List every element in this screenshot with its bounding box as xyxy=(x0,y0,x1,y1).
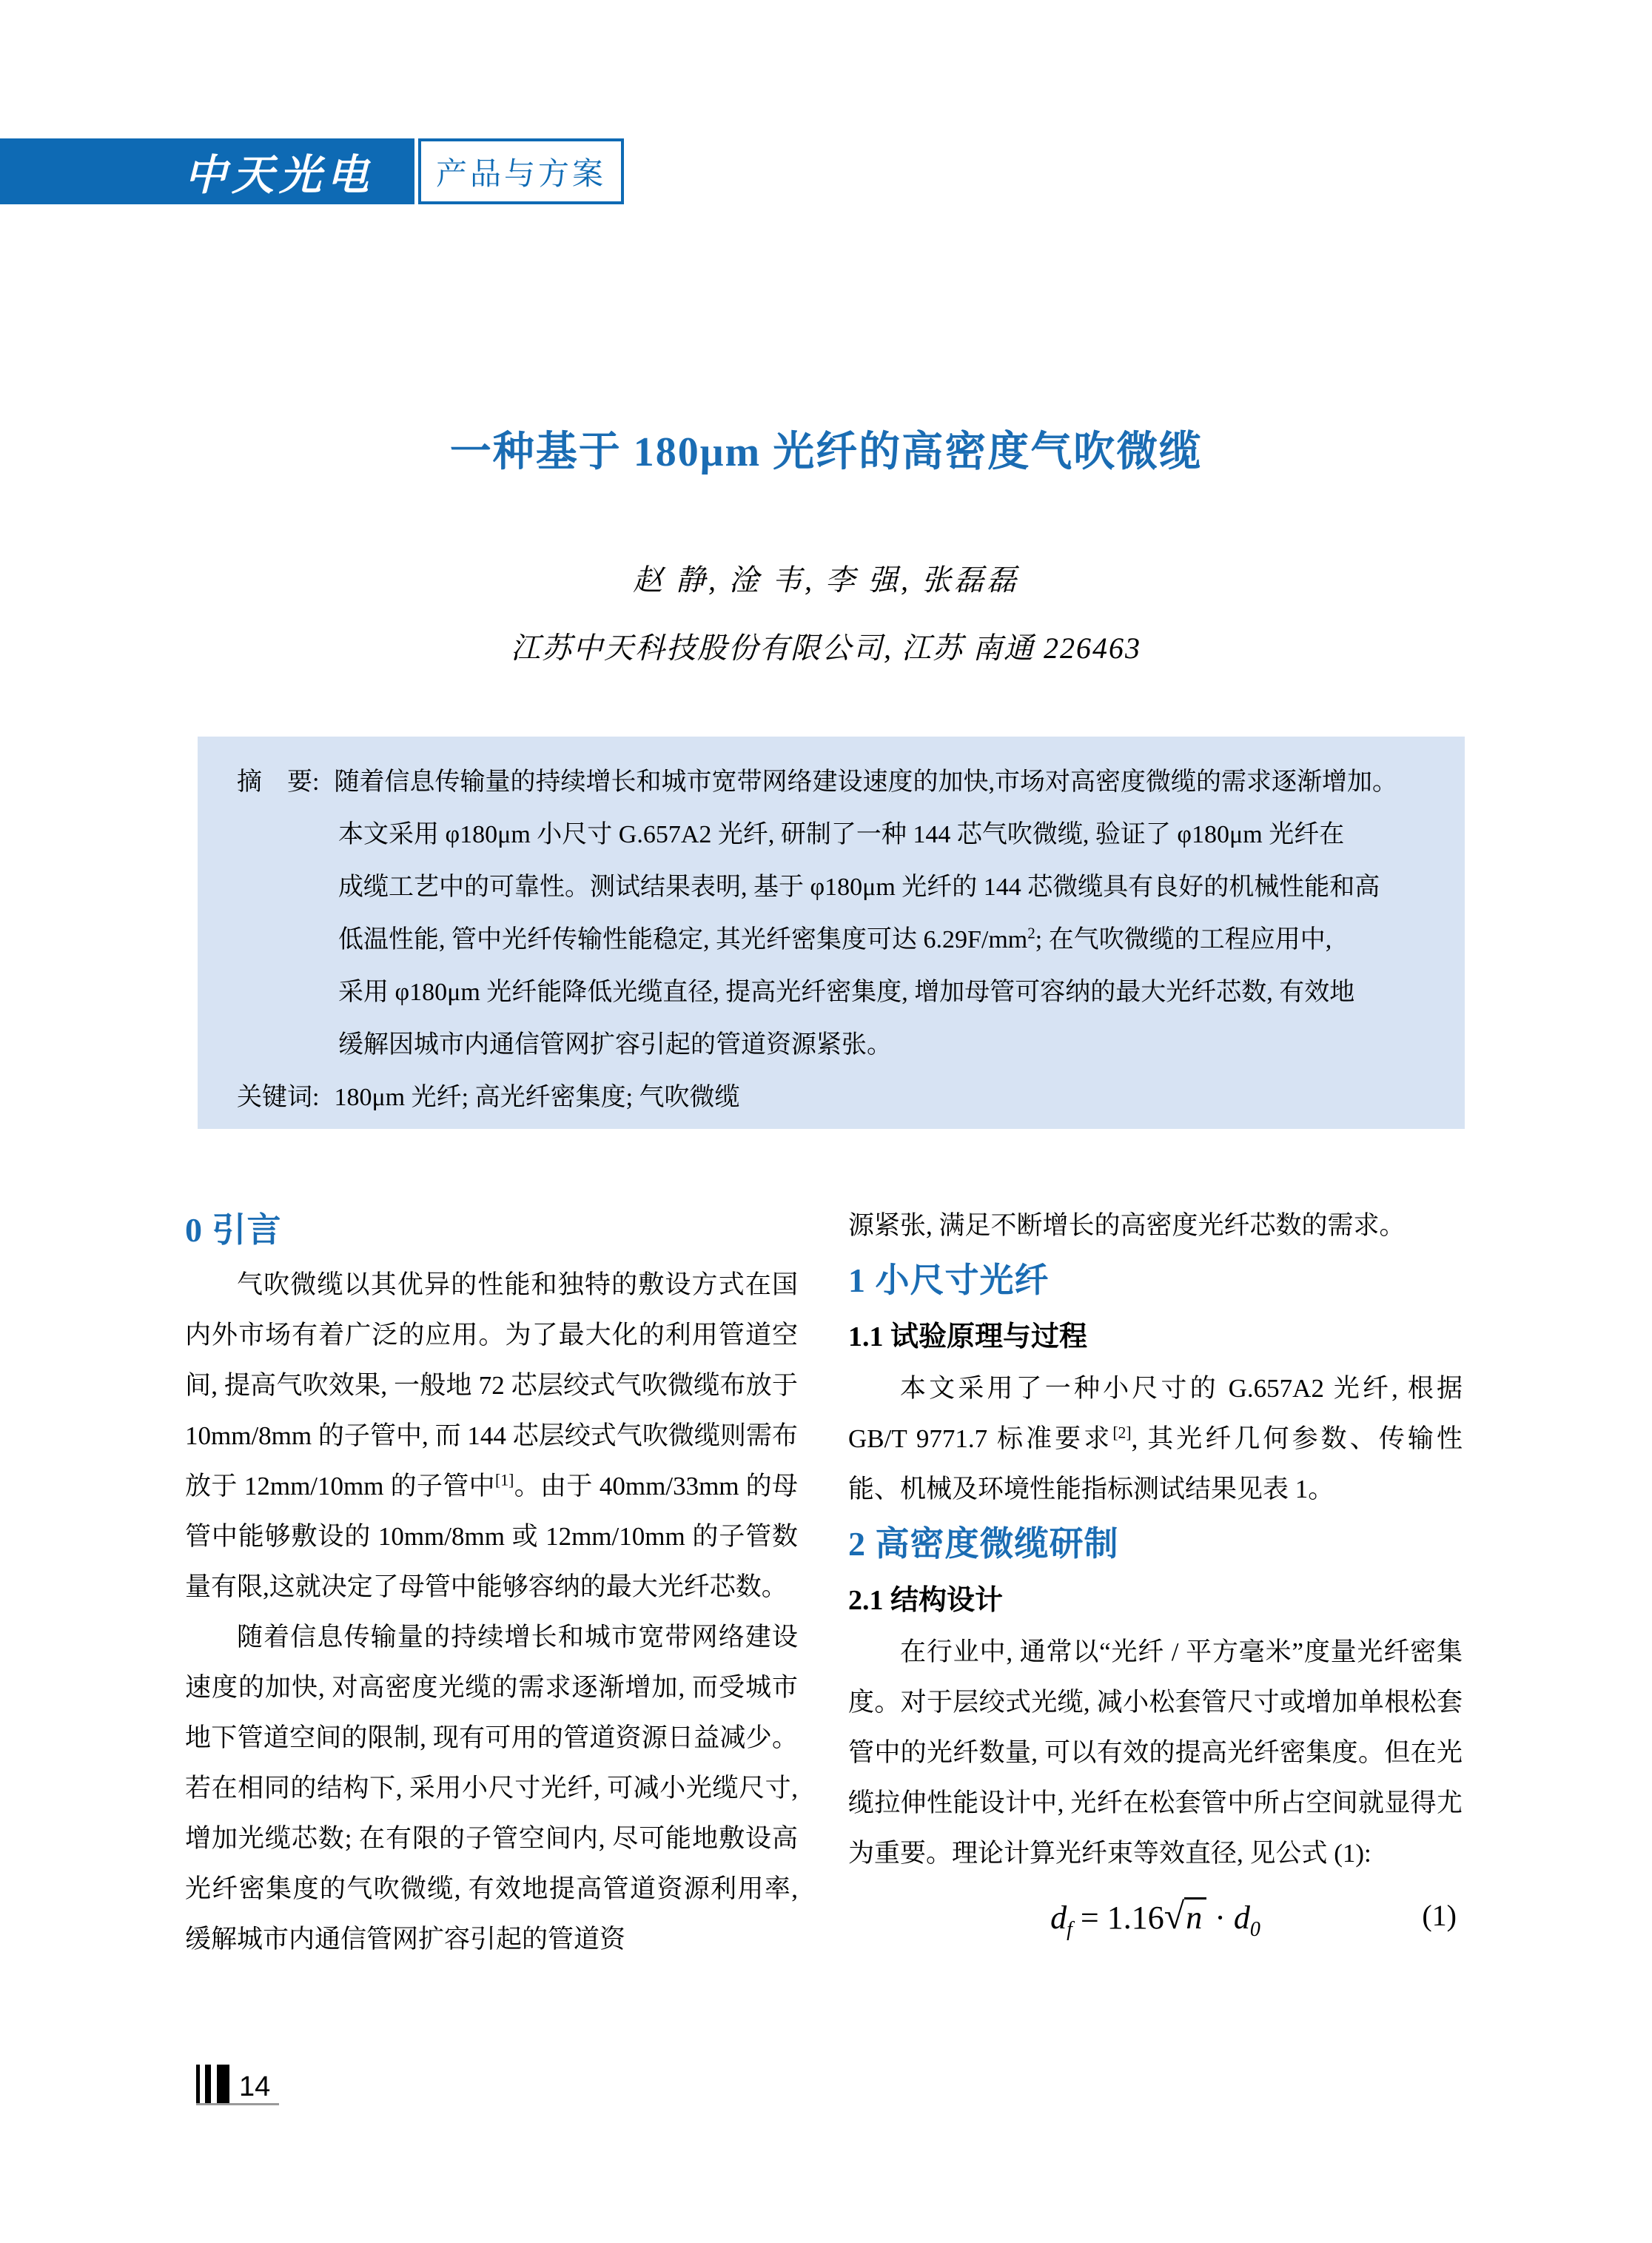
affiliation-line: 江苏中天科技股份有限公司, 江苏 南通 226463 xyxy=(511,631,1141,665)
abstract-line xyxy=(237,1019,1444,1071)
abstract-line xyxy=(237,756,1444,808)
abstract-line xyxy=(237,966,1444,1019)
abstract-text: 随着信息传输量的持续增长和城市宽带网络建设速度的加快,市场对高密度微缆的需求逐渐增加。 xyxy=(334,768,1397,796)
abstract-box xyxy=(198,737,1465,1129)
formula-var-df: d xyxy=(1050,1900,1067,1936)
paragraph-intro-1 xyxy=(185,1260,798,1612)
formula-radicand: n xyxy=(1184,1897,1206,1936)
section-heading-2: 2 高密度微缆研制 xyxy=(848,1525,1119,1563)
radical-sign: √ xyxy=(1164,1895,1185,1937)
paragraph-text: , 其光纤几何参数、传输性能、机械及环境性能指标测试结果见表 1。 xyxy=(848,1424,1463,1503)
abstract-line xyxy=(237,808,1444,861)
formula-coefficient: = 1.16 xyxy=(1072,1900,1164,1936)
footer-bar xyxy=(205,2065,211,2103)
superscript: 2 xyxy=(1027,924,1035,942)
paragraph-continuation: 源紧张, 满足不断增长的高密度光纤芯数的需求。 xyxy=(848,1211,1406,1240)
equation-number: (1) xyxy=(1422,1899,1457,1932)
abstract-label: 摘 要: xyxy=(237,768,320,796)
column-right xyxy=(848,1201,1463,1945)
subsection-heading-2-1: 2.1 结构设计 xyxy=(848,1585,1004,1616)
paragraph-text: 。由于 40mm/33mm 的母管中能够敷设的 10mm/8mm 或 12mm/10mm 的子管数量有限,这就决定了母管中能够容纳的最大光纤芯数。 xyxy=(185,1472,798,1601)
section-heading-intro: 0 引言 xyxy=(185,1211,282,1249)
column-left xyxy=(185,1201,798,1965)
abstract-line xyxy=(237,861,1444,913)
abstract-text: 采用 φ180μm 光纤能降低光缆直径, 提高光纤密集度, 增加母管可容纳的最大光纤芯数, 有效地 xyxy=(338,979,1355,1006)
abstract-line xyxy=(237,913,1444,966)
paragraph-text: 气吹微缆以其优异的性能和独特的敷设方式在国内外市场有着广泛的应用。为了最大化的利用管道空间, 提高气吹效果, 一般地 72 芯层绞式气吹微缆布放于 10mm/8mm 的子管中, 而 144 芯层绞式气吹微缆则需布放于 12mm/10mm 的子管中 xyxy=(185,1270,798,1501)
abstract-text: 缓解因城市内通信管网扩容引起的管道资源紧张。 xyxy=(338,1031,892,1059)
keywords-line xyxy=(237,1071,1444,1124)
section-heading-1: 1 小尺寸光纤 xyxy=(848,1261,1050,1299)
article-title: 一种基于 180μm 光纤的高密度气吹微缆 xyxy=(449,429,1203,475)
keywords-text: 180μm 光纤; 高光纤密集度; 气吹微缆 xyxy=(334,1084,740,1111)
page-number: 14 xyxy=(239,2071,271,2102)
section-tab xyxy=(418,138,624,204)
journal-logo: 中天光电 xyxy=(184,152,374,199)
citation-2: [2] xyxy=(1112,1424,1132,1442)
citation-1: [1] xyxy=(495,1471,514,1489)
footer-bar xyxy=(217,2065,229,2103)
formula-sub-f: f xyxy=(1067,1917,1072,1941)
abstract-text: 本文采用 φ180μm 小尺寸 G.657A2 光纤, 研制了一种 144 芯气吹微缆, 验证了 φ180μm 光纤在 xyxy=(338,821,1345,848)
formula-dot: · xyxy=(1206,1900,1234,1936)
paragraph-text: 本文采用了一种小尺寸的 G.657A2 光纤, 根据 GB/T 9771.7 标准要求 xyxy=(848,1374,1463,1453)
paragraph-section1 xyxy=(848,1364,1463,1515)
abstract-text: 成缆工艺中的可靠性。测试结果表明, 基于 φ180μm 光纤的 144 芯微缆具有良好的机械性能和高 xyxy=(338,874,1380,901)
formula-var-d0: d xyxy=(1233,1900,1250,1936)
section-tab-label: 产品与方案 xyxy=(435,155,606,191)
authors-line: 赵 静, 淦 韦, 李 强, 张磊磊 xyxy=(633,563,1019,597)
paragraph-intro-2: 随着信息传输量的持续增长和城市宽带网络建设速度的加快, 对高密度光缆的需求逐渐增加, 而受城市地下管道空间的限制, 现有可用的管道资源日益减少。若在相同的结构下, 采用小尺寸光纤, 可减小光缆尺寸, 增加光缆芯数; 在有限的子管空间内, 尽可能地敷设高光纤密集度的气吹微缆, 有效地提高管道资源利用率, 缓解城市内通信管网扩容引起的管道资 xyxy=(185,1623,798,1954)
footer-bar xyxy=(196,2065,200,2103)
abstract-text: 低温性能, 管中光纤传输性能稳定, 其光纤密集度可达 6.29F/mm xyxy=(338,926,1028,953)
keywords-label: 关键词: xyxy=(237,1084,320,1111)
header-bar xyxy=(0,138,414,204)
abstract-text: ; 在气吹微缆的工程应用中, xyxy=(1035,926,1332,953)
footer xyxy=(196,2065,270,2103)
paragraph-section2: 在行业中, 通常以“光纤 / 平方毫米”度量光纤密集度。对于层绞式光缆, 减小松套管尺寸或增加单根松套管中的光纤数量, 可以有效的提高光纤密集度。但在光缆拉伸性能设计中, 光纤在松套管中所占空间就显得尤为重要。理论计算光纤束等效直径, 见公式 (1): xyxy=(848,1637,1463,1868)
subsection-heading-1-1: 1.1 试验原理与过程 xyxy=(848,1321,1088,1352)
equation-1 xyxy=(848,1886,1463,1945)
footer-rule xyxy=(196,2103,279,2105)
formula-sub-0: 0 xyxy=(1249,1917,1260,1941)
